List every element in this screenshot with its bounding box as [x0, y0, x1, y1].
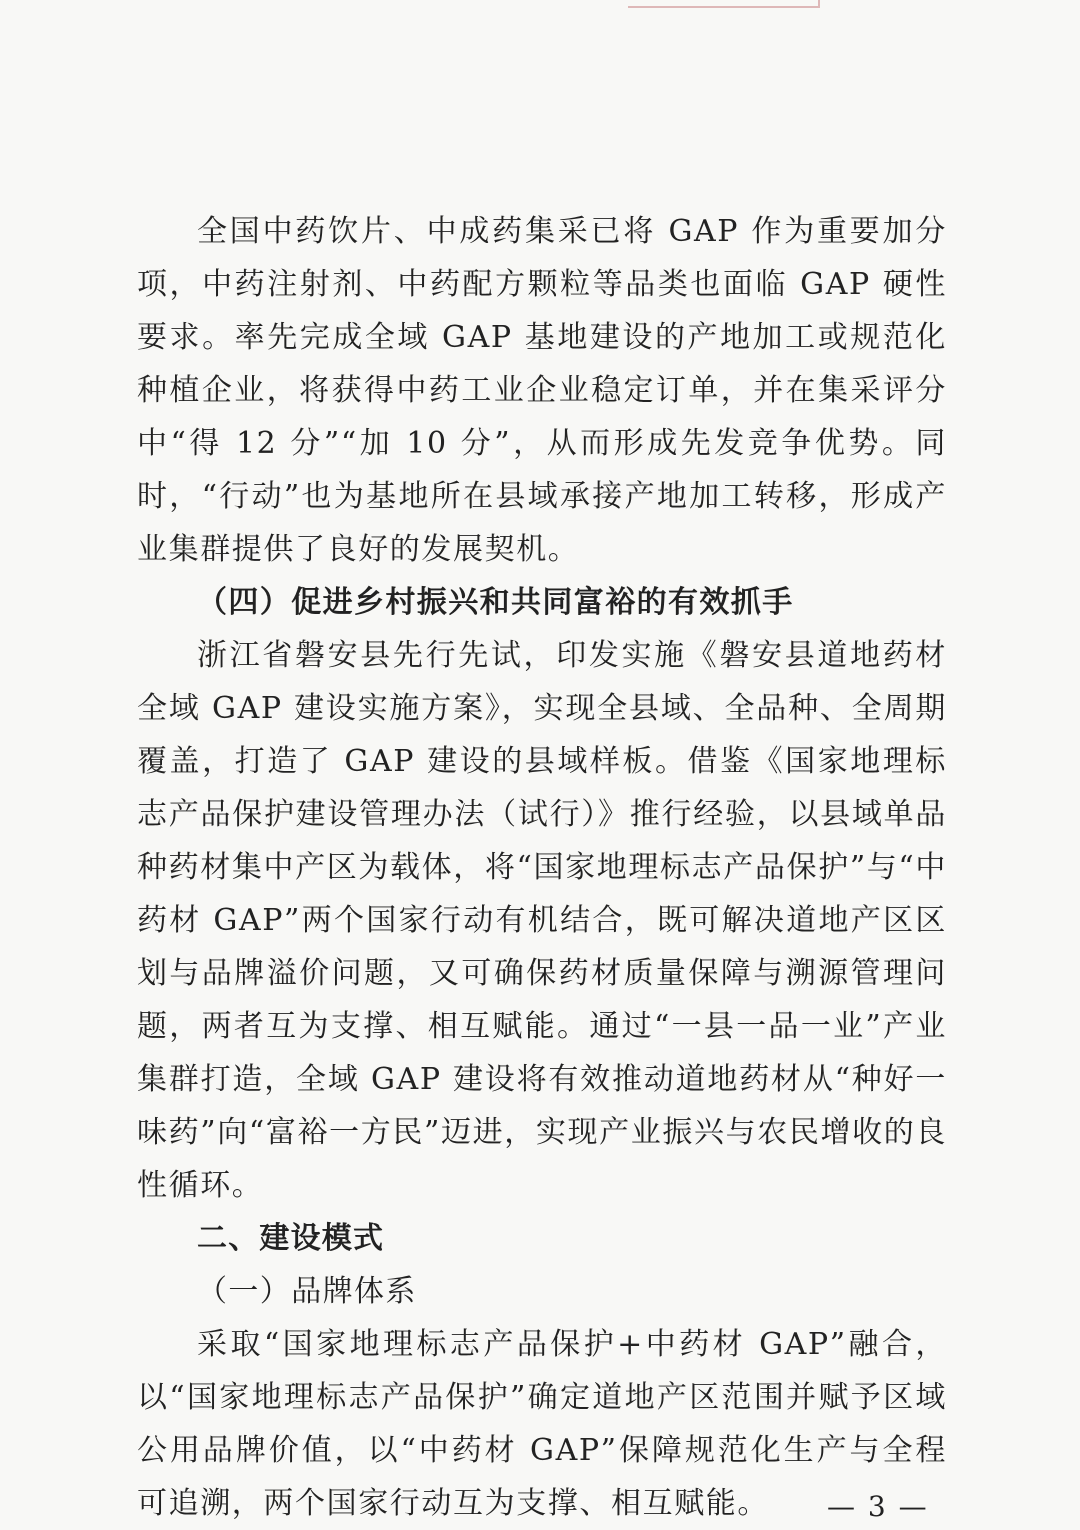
- paragraph-gap-competition: 全国中药饮片、中成药集采已将 GAP 作为重要加分项，中药注射剂、中药配方颗粒等品类也面临 GAP 硬性要求。率先完成全域 GAP 基地建设的产地加工或规范化种植企业，将获得中药工业企业稳定订单，并在集采评分中“得 12 分”“加 10 分”，从而形成先发竞争优势。同时，“行动”也为基地所在县域承接产地加工转移，形成产业集群提供了良好的发展契机。: [137, 214, 947, 567]
- document-body: [137, 205, 947, 1530]
- section-heading-construction-model: 二、建设模式: [197, 1221, 385, 1256]
- page-number: — 3 —: [827, 1490, 929, 1523]
- paragraph-panan-county: 浙江省磐安县先行先试，印发实施《磐安县道地药材全域 GAP 建设实施方案》，实现全县域、全品种、全周期覆盖，打造了 GAP 建设的县域样板。借鉴《国家地理标志产品保护建设管理办法（试行）》推行经验，以县域单品种药材集中产区为载体，将“国家地理标志产品保护”与“中药材 GAP”两个国家行动有机结合，既可解决道地产区区划与品牌溢价问题，又可确保药材质量保障与溯源管理问题，两者互为支撑、相互赋能。通过“一县一品一业”产业集群打造，全域 GAP 建设将有效推动道地药材从“种好一味药”向“富裕一方民”迈进，实现产业振兴与农民增收的良性循环。: [137, 638, 947, 1203]
- subheading-rural-revitalization: （四）促进乡村振兴和共同富裕的有效抓手: [197, 585, 794, 620]
- top-header-mark: [628, 0, 820, 8]
- paragraph-brand-system: 采取“国家地理标志产品保护+中药材 GAP”融合，以“国家地理标志产品保护”确定道地产区范围并赋予区域公用品牌价值，以“中药材 GAP”保障规范化生产与全程可追溯，两个国家行动互为支撑、相互赋能。: [137, 1327, 947, 1521]
- subheading-brand-system: （一）品牌体系: [197, 1274, 417, 1309]
